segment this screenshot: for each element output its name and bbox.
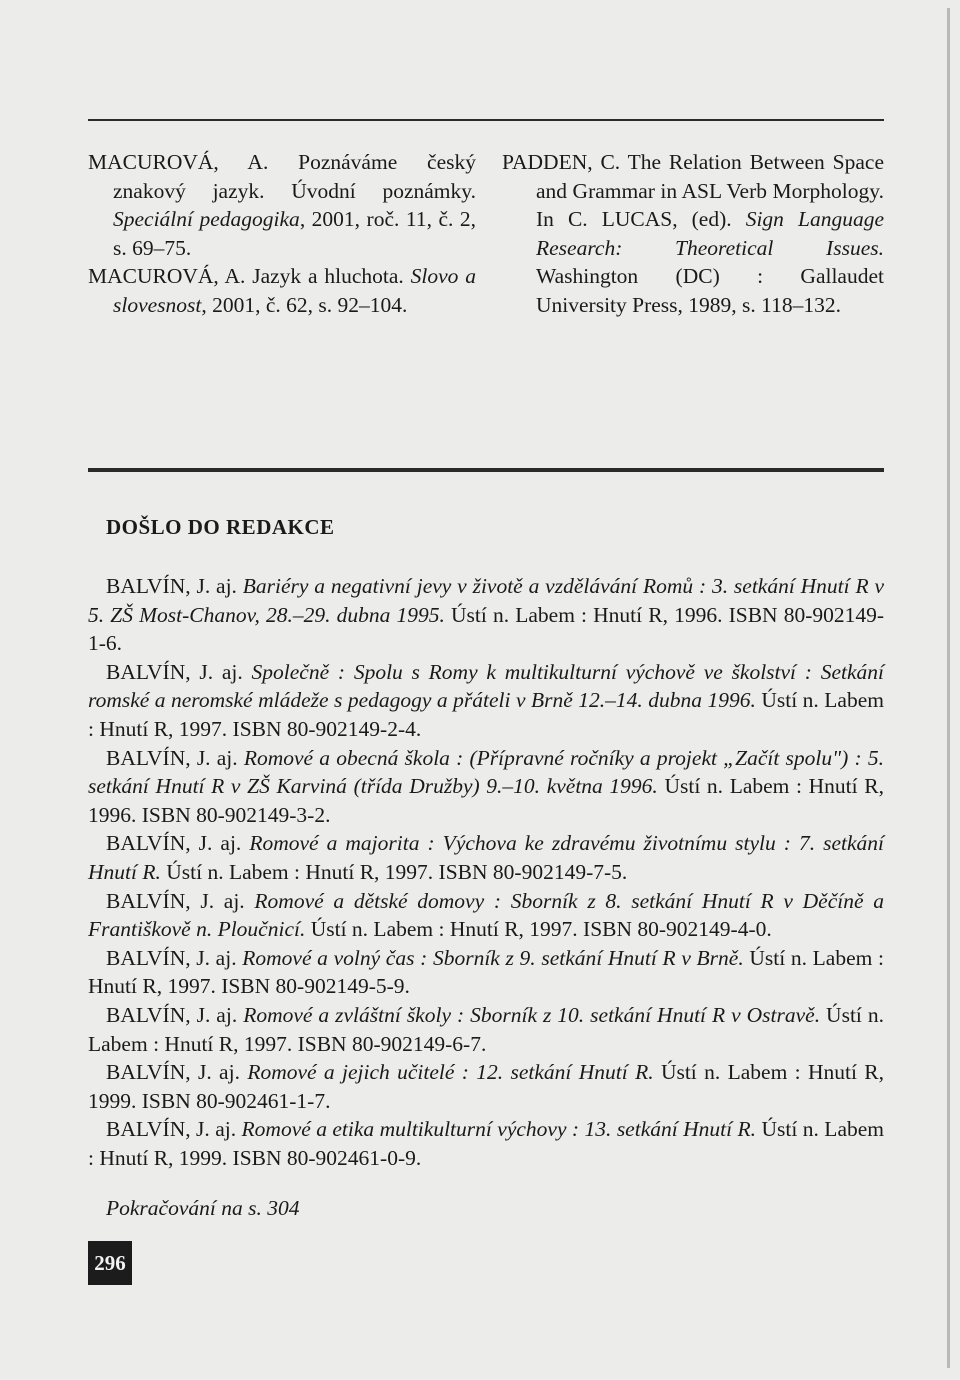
list-item [88,944,884,1001]
entry-publication: Ústí n. Labem : Hnutí R, 1999. ISBN 80-902461-1-7. [88,1060,885,1113]
reference-title: Speciální pedagogika [113,207,300,232]
list-item [88,887,884,944]
page-edge-shadow [947,8,950,1368]
entry-title: Společně : Spolu s Romy k multikulturní výchově ve školství : Setkání romské a neromské mládeže s pedagogy a přáteli v Brně 12.–14. dubna 1996. [88,659,884,713]
entry-publication: Ústí n. Labem : Hnutí R, 1997. ISBN 80-902149-7-5. [160,859,628,884]
entry-author: BALVÍN, J. aj. [106,888,255,913]
entry-publication: Ústí n. Labem : Hnutí R, 1996. ISBN 80-902149-3-2. [88,774,884,827]
reference-details: , 2001, č. 62, s. 92–104. [201,292,408,317]
entry-title: Romové a volný čas : Sborník z 9. setkání Hnutí R v Brně. [242,945,744,970]
entry-author: BALVÍN, J. aj. [106,745,244,770]
references-right-column [502,148,884,320]
entry-publication: Ústí n. Labem : Hnutí R, 1997. ISBN 80-902149-5-9. [88,945,884,999]
continuation-note: Pokračování na s. 304 [106,1196,300,1220]
entry-publication: Ústí n. Labem : Hnutí R, 1997. ISBN 80-902149-2-4. [88,688,884,741]
reference-title: Sign Language Research: Theoretical Issues. [536,207,884,260]
entry-title: Romové a dětské domovy : Sborník z 8. setkání Hnutí R v Děčíně a Františkově n. Ploučnicí. [88,888,884,942]
reference-entry [88,262,476,319]
list-item [88,1115,884,1172]
reference-text: MACUROVÁ, A. Jazyk a hluchota. [88,264,411,289]
reference-details: Washington (DC) : Gallaudet University Press, 1989, s. 118–132. [536,264,884,317]
entry-title: Bariéry a negativní jevy v životě a vzdělávání Romů : 3. setkání Hnutí R v 5. ZŠ Most-Chanov, 28.–29. dubna 1995. [88,574,884,627]
list-item [88,658,884,744]
list-item [88,829,884,886]
top-rule [88,119,884,121]
reference-title: Slovo a slovesnost [113,264,476,317]
entry-author: BALVÍN, J. aj. [106,831,250,856]
list-item [88,744,884,830]
entry-title: Romové a etika multikulturní výchovy : 13. setkání Hnutí R. [241,1117,757,1142]
entry-publication: Ústí n. Labem : Hnutí R, 1999. ISBN 80-902461-0-9. [88,1117,884,1170]
entry-publication: Ústí n. Labem : Hnutí R, 1997. ISBN 80-902149-6-7. [88,1002,884,1056]
section-divider [88,468,884,472]
reference-entry [88,148,476,262]
entry-publication: Ústí n. Labem : Hnutí R, 1997. ISBN 80-902149-4-0. [305,917,772,942]
page-number: 296 [88,1241,132,1285]
list-item [88,1001,884,1058]
entry-author: BALVÍN, J. aj. [106,659,252,684]
references-left-column [88,148,476,320]
entry-title: Romové a majorita : Výchova ke zdravému životnímu stylu : 7. setkání Hnutí R. [88,831,884,884]
reference-entry [502,148,884,320]
entry-author: BALVÍN, J. aj. [106,945,243,970]
entry-publication: Ústí n. Labem : Hnutí R, 1996. ISBN 80-902149-1-6. [88,602,885,656]
reference-text: PADDEN, C. The Relation Between Space and Grammar in ASL Verb Morphology. In C. LUCAS, (ed). [502,150,884,232]
entry-author: BALVÍN, J. aj. [106,574,243,598]
entry-author: BALVÍN, J. aj. [106,1117,242,1142]
received-publications-list [88,572,884,1172]
reference-details: , 2001, roč. 11, č. 2, s. 69–75. [113,207,476,260]
entry-author: BALVÍN, J. aj. [106,1060,248,1085]
reference-text: MACUROVÁ, A. Poznáváme český znakový jazyk. Úvodní poznámky. [88,150,476,203]
list-item [88,1058,884,1115]
entry-author: BALVÍN, J. aj. [106,1002,244,1027]
section-title: DOŠLO DO REDAKCE [106,515,335,539]
entry-title: Romové a jejich učitelé : 12. setkání Hnutí R. [247,1060,654,1085]
entry-title: Romové a obecná škola : (Přípravné ročníky a projekt „Začít spolu") : 5. setkání Hnutí R v ZŠ Karviná (třída Družby) 9.–10. května 1996. [88,745,884,799]
list-item [88,572,884,658]
entry-title: Romové a zvláštní školy : Sborník z 10. setkání Hnutí R v Ostravě. [243,1002,821,1027]
